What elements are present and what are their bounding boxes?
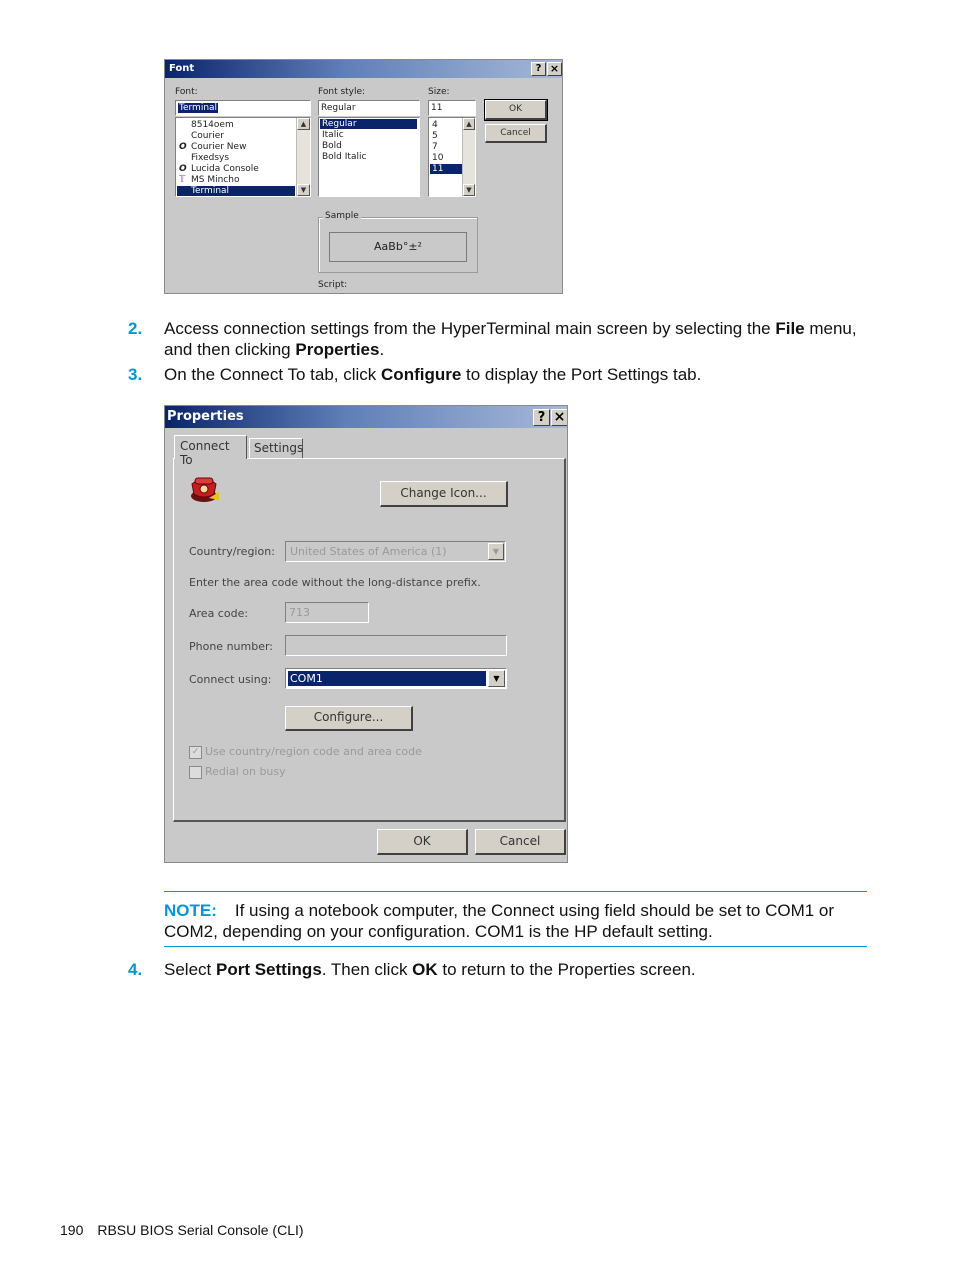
font-label: Font: <box>175 87 198 97</box>
step-text: Select <box>164 960 216 979</box>
font-style-item-selected[interactable]: Regular <box>320 119 417 129</box>
font-name-list[interactable] <box>175 117 311 197</box>
tab-connect-to[interactable] <box>174 435 247 467</box>
font-item-icon: O <box>179 164 187 174</box>
footer-title: RBSU BIOS Serial Console (CLI) <box>97 1222 304 1238</box>
font-dialog-screenshot <box>164 59 563 294</box>
cancel-button[interactable]: Cancel <box>475 829 566 855</box>
use-country-label: Use country/region code and area code <box>205 745 422 758</box>
step-2 <box>128 318 864 360</box>
size-item[interactable]: 10 <box>432 153 444 163</box>
country-region-value: United States of America (1) <box>290 545 447 558</box>
size-value: 11 <box>431 103 443 113</box>
font-item-icon: O <box>179 142 187 152</box>
step-bold: Configure <box>381 365 462 384</box>
close-button[interactable]: × <box>547 62 562 76</box>
step-text: menu, <box>804 319 857 338</box>
help-button[interactable]: ? <box>533 409 550 426</box>
properties-title: Properties <box>167 409 244 424</box>
size-label: Size: <box>428 87 450 97</box>
sample-box <box>329 232 467 262</box>
step-text: On the Connect To tab, click <box>164 365 382 384</box>
scroll-up-icon[interactable]: ▲ <box>463 118 475 130</box>
font-style-item[interactable]: Italic <box>322 130 344 140</box>
size-list-scrollbar[interactable] <box>462 118 475 196</box>
step-text: to display the Port Settings tab. <box>461 365 702 384</box>
step-number: 4. <box>128 960 143 979</box>
phone-icon <box>187 470 221 504</box>
note-box <box>164 891 867 947</box>
font-name-value: Terminal <box>179 103 218 113</box>
size-item[interactable]: 4 <box>432 120 438 130</box>
font-list-item[interactable]: Lucida Console <box>191 164 259 174</box>
font-style-item[interactable]: Bold <box>322 141 342 151</box>
step-text: Access connection settings from the HyperTerminal main screen by selecting the <box>164 319 776 338</box>
step-number: 2. <box>128 319 143 338</box>
font-list-item[interactable]: MS Mincho <box>191 175 240 185</box>
font-dialog-title: Font <box>169 63 195 74</box>
font-style-item[interactable]: Bold Italic <box>322 152 367 162</box>
redial-checkbox[interactable] <box>189 766 202 779</box>
ok-button[interactable]: OK <box>485 100 547 120</box>
connect-using-select[interactable] <box>285 668 507 689</box>
country-region-select[interactable] <box>285 541 506 562</box>
scroll-up-icon[interactable]: ▲ <box>297 118 310 130</box>
area-code-value: 713 <box>289 606 310 619</box>
step-text: . <box>379 340 385 359</box>
font-style-list[interactable] <box>318 117 420 197</box>
connect-using-label: Connect using: <box>189 673 272 686</box>
page-footer <box>60 1222 304 1238</box>
tab-settings-label: Settings <box>254 441 304 455</box>
help-button[interactable]: ? <box>531 62 546 76</box>
country-region-label: Country/region: <box>189 545 275 558</box>
phone-number-input[interactable] <box>285 635 507 656</box>
step-number: 3. <box>128 365 143 384</box>
font-list-scrollbar[interactable] <box>296 118 310 196</box>
font-list-item-selected[interactable]: Terminal <box>177 186 295 196</box>
ok-button[interactable]: OK <box>377 829 468 855</box>
script-label: Script: <box>318 280 348 290</box>
step-text: and then clicking <box>164 340 296 359</box>
font-style-input[interactable] <box>318 100 420 116</box>
size-list[interactable] <box>428 117 476 197</box>
size-item[interactable]: 5 <box>432 131 438 141</box>
page-number: 190 <box>60 1222 84 1238</box>
phone-number-label: Phone number: <box>189 640 274 653</box>
scroll-down-icon[interactable]: ▼ <box>463 184 475 196</box>
sample-text: AaBb°±² <box>374 240 422 253</box>
chevron-down-icon[interactable]: ▼ <box>488 670 505 687</box>
step-3 <box>128 364 864 385</box>
tab-connect-to-label: Connect To <box>180 439 230 467</box>
font-list-item[interactable]: Fixedsys <box>191 153 230 163</box>
font-list-item[interactable]: 8514oem <box>191 120 234 130</box>
step-bold: Properties <box>295 340 380 359</box>
font-list-item[interactable]: Courier <box>191 131 224 141</box>
step-text: . Then click <box>321 960 413 979</box>
step-bold: Port Settings <box>215 960 322 979</box>
cancel-button[interactable]: Cancel <box>485 124 547 143</box>
font-name-input[interactable] <box>175 100 311 116</box>
area-code-input[interactable] <box>285 602 369 623</box>
redial-label: Redial on busy <box>205 765 286 778</box>
font-style-label: Font style: <box>318 87 366 97</box>
tab-settings[interactable] <box>249 438 303 458</box>
font-list-item[interactable]: Courier New <box>191 142 247 152</box>
size-item[interactable]: 7 <box>432 142 438 152</box>
size-input[interactable] <box>428 100 476 116</box>
chevron-down-icon[interactable]: ▼ <box>488 543 504 560</box>
change-icon-button[interactable]: Change Icon... <box>380 481 508 507</box>
sample-label: Sample <box>325 211 359 221</box>
size-item-selected[interactable]: 11 <box>430 164 462 174</box>
configure-button[interactable]: Configure... <box>285 706 413 731</box>
step-bold: OK <box>412 960 438 979</box>
font-style-value: Regular <box>321 103 356 113</box>
font-dialog-titlebar <box>165 60 562 78</box>
scroll-down-icon[interactable]: ▼ <box>297 184 310 196</box>
area-code-hint: Enter the area code without the long-distance prefix. <box>189 576 481 589</box>
step-4 <box>128 959 864 980</box>
step-text: to return to the Properties screen. <box>437 960 696 979</box>
use-country-checkbox[interactable]: ✓ <box>189 746 202 759</box>
properties-titlebar <box>165 406 567 428</box>
step-bold: File <box>775 319 805 338</box>
font-item-icon: 𝕋 <box>179 175 186 185</box>
connect-using-value: COM1 <box>288 671 486 686</box>
properties-dialog-screenshot <box>164 405 568 863</box>
note-text: If using a notebook computer, the Connect using field should be set to COM1 or COM2, depending on your configuration. COM1 is the HP default setting. <box>164 901 835 941</box>
area-code-label: Area code: <box>189 607 249 620</box>
close-button[interactable]: × <box>551 409 568 426</box>
note-label: NOTE: <box>164 901 217 920</box>
